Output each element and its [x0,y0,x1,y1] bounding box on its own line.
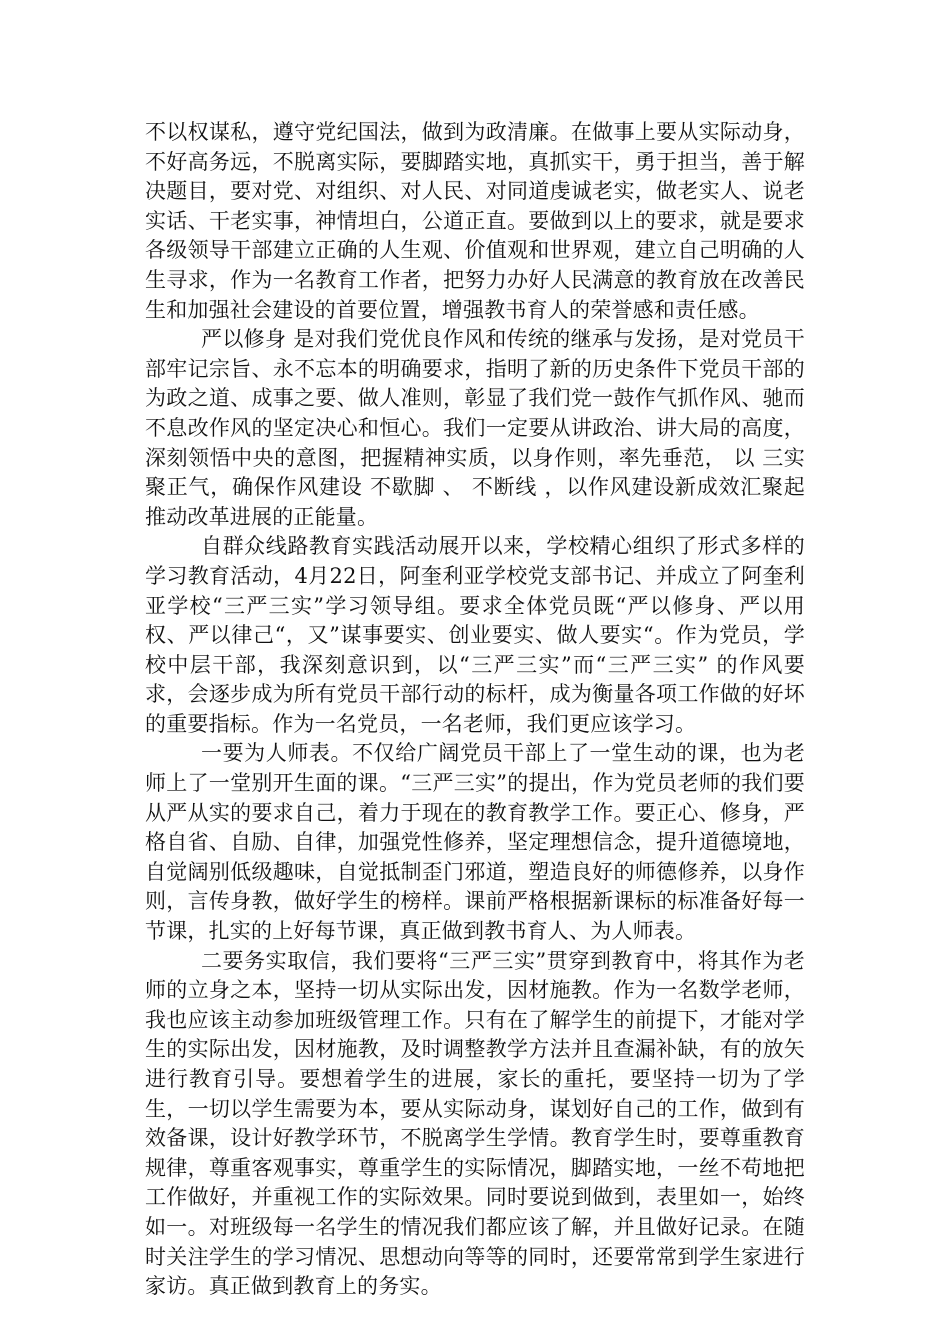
paragraph-1: 不以权谋私，遵守党纪国法，做到为政清廉。在做事上要从实际动身，不好高务远，不脱离实际，要脚踏实地，真抓实干，勇于担当，善于解决题目，要对党、对组织、对人民、对同道虔诚老实，做老实人、说老实话、干老实事，神情坦白，公道正直。要做到以上的要求，就是要求各级领导干部建立正确的人生观、价值观和世界观，建立自己明确的人生寻求，作为一名教育工作者，把努力办好人民满意的教育放在改善民生和加强社会建设的首要位置，增强教书育人的荣誉感和责任感。 [145,120,805,322]
paragraph-5: 二要务实取信，我们要将“三严三实”贯穿到教育中，将其作为老师的立身之本，坚持一切从实际出发，因材施教。作为一名数学老师，我也应该主动参加班级管理工作。只有在了解学生的前提下，才能对学生的实际出发，因材施教，及时调整教学方法并且查漏补缺，有的放矢进行教育引导。要想着学生的进展，家长的重托，要坚持一切为了学生，一切以学生需要为本，要从实际动身，谋划好自己的工作，做到有效备课，设计好教学环节，不脱离学生学情。教育学生时，要尊重教育规律，尊重客观事实，尊重学生的实际情况，脚踏实地，一丝不苟地把工作做好，并重视工作的实际效果。同时要说到做到，表里如一，始终如一。对班级每一名学生的情况我们都应该了解，并且做好记录。在随时关注学生的学习情况、思想动向等等的同时，还要常常到学生家进行家访。真正做到教育上的务实。 [145,948,805,1299]
paragraph-3: 自群众线路教育实践活动展开以来，学校精心组织了形式多样的学习教育活动，4月22日，阿奎利亚学校党支部书记、并成立了阿奎利亚学校“三严三实”学习领导组。要求全体党员既“严以修身、严以用权、严以律己“，又”谋事要实、创业要实、做人要实“。作为党员，学校中层干部，我深刻意识到，以“三严三实”而“三严三实” 的作风要求，会逐步成为所有党员干部行动的标杆，成为衡量各项工作做的好坏的重要指标。作为一名党员，一名老师，我们更应该学习。 [145,534,805,736]
paragraph-2: 严以修身 是对我们党优良作风和传统的继承与发扬，是对党员干部牢记宗旨、永不忘本的明确要求，指明了新的历史条件下党员干部的为政之道、成事之要、做人准则，彰显了我们党一鼓作气抓作风、驰而不息改作风的坚定决心和恒心。我们一定要从讲政治、讲大局的高度，深刻领悟中央的意图，把握精神实质，以身作则，率先垂范， 以 三实 聚正气，确保作风建设 不歇脚 、 不断线 ，以作风建设新成效汇聚起推动改革进展的正能量。 [145,327,805,529]
paragraph-4: 一要为人师表。不仅给广阔党员干部上了一堂生动的课，也为老师上了一堂别开生面的课。“三严三实”的提出，作为党员老师的我们要从严从实的要求自己，着力于现在的教育教学工作。要正心、修身，严格自省、自励、自律，加强党性修养，坚定理想信念，提升道德境地，自觉阔别低级趣味，自觉抵制歪门邪道，塑造良好的师德修养，以身作则，言传身教，做好学生的榜样。课前严格根据新课标的标准备好每一节课，扎实的上好每节课，真正做到教书育人、为人师表。 [145,741,805,944]
document-body [145,118,805,1302]
